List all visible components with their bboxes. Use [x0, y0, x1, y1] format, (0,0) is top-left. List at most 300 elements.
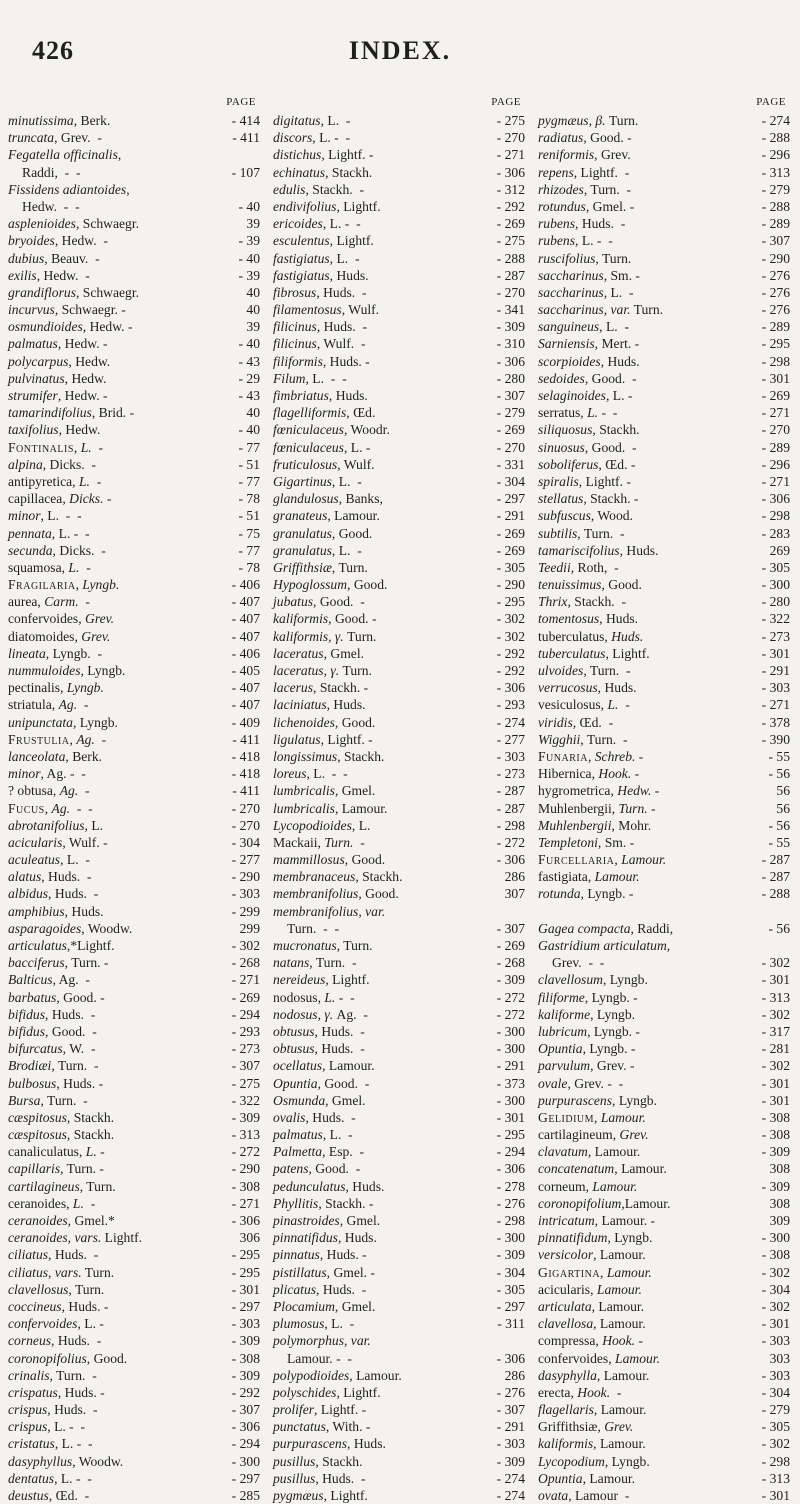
index-entry-page: - 274	[496, 1470, 525, 1486]
index-entry-name: polycarpus, Hedw.	[8, 353, 111, 369]
index-entry	[8, 525, 260, 542]
index-entry	[8, 748, 260, 765]
index-entry	[538, 1350, 790, 1367]
index-entry	[273, 1315, 525, 1332]
index-entry-name: Lycopodium, Lyngb.	[538, 1453, 650, 1469]
index-entry-name: sanguineus, L. -	[538, 319, 629, 335]
index-entry	[538, 1229, 790, 1246]
index-entry	[8, 1178, 260, 1195]
index-entry-page: - 75	[238, 525, 260, 541]
index-entry-name: hygrometrica, Hedw. -	[538, 783, 660, 799]
index-entry-page: - 276	[496, 1195, 525, 1211]
index-entry-page: - 294	[231, 1006, 260, 1022]
index-entry	[273, 1092, 525, 1109]
index-entry-page: - 406	[231, 577, 260, 593]
index-entry-name: lacerus, Stackh. -	[273, 680, 369, 696]
index-entry-page: - 313	[761, 164, 790, 180]
index-entry-page: - 279	[761, 181, 790, 197]
index-entry-name: membranifolius, var.	[273, 903, 386, 919]
index-entry	[8, 181, 260, 198]
index-entry-name: cæspitosus, Stackh.	[8, 1109, 115, 1125]
index-entry-name: acicularis, Wulf. -	[8, 834, 108, 850]
index-entry-name: purpurascens, Lyngb.	[538, 1092, 657, 1108]
index-entry-page: - 306	[231, 1213, 260, 1228]
index-entry	[538, 542, 790, 559]
index-entry-name: filicinus, Huds. -	[273, 319, 368, 335]
index-entry-page: - 301	[231, 1281, 260, 1297]
index-entry-page: - 306	[496, 353, 525, 369]
index-entry	[538, 645, 790, 662]
index-entry-page: 56	[776, 800, 790, 816]
index-entry-name: fibrosus, Huds. -	[273, 284, 367, 300]
index-entry-name: lanceolata, Berk.	[8, 748, 103, 764]
index-entry	[8, 800, 260, 817]
index-entry-name: laceratus, Gmel.	[273, 645, 364, 661]
index-entry-name: Bursa, Turn. -	[8, 1092, 88, 1108]
index-entry-name: polypodioides, Lamour.	[273, 1367, 402, 1383]
index-entry-name: rhizodes, Turn. -	[538, 181, 632, 197]
index-entry-name: scorpioides, Huds.	[538, 353, 640, 369]
index-entry-page: - 40	[238, 250, 260, 266]
index-entry-name: membranifolius, Good.	[273, 886, 399, 902]
index-entry-page: - 276	[761, 284, 790, 300]
index-entry	[538, 593, 790, 610]
index-entry	[538, 817, 790, 834]
index-entry-page: - 405	[231, 663, 260, 678]
index-entry-name: polymorphus, var.	[273, 1333, 371, 1349]
index-entry	[538, 851, 790, 868]
index-entry-page: 39	[246, 216, 260, 232]
index-entry-name: confervoides, Lamour.	[538, 1350, 660, 1366]
index-entry-page: - 277	[231, 852, 260, 868]
index-entry-name: crispus, Huds. -	[8, 1402, 98, 1418]
index-entry-name: Gigartina, Lamour.	[538, 1264, 652, 1280]
index-entry	[538, 834, 790, 851]
index-entry	[273, 490, 525, 507]
index-entry-name: bifidus, Huds. -	[8, 1006, 96, 1022]
index-entry-page: - 378	[761, 714, 790, 730]
index-entry-page: - 40	[238, 336, 260, 352]
index-entry-page: - 271	[231, 1195, 260, 1211]
index-entry	[538, 198, 790, 215]
index-entry	[273, 1006, 525, 1023]
index-entry-page: - 302	[496, 611, 525, 627]
index-entry-page: 39	[246, 319, 260, 335]
index-entry	[8, 1281, 260, 1298]
index-entry	[273, 353, 525, 370]
index-entry	[273, 1195, 525, 1212]
index-entry-name: Fontinalis, L. -	[8, 439, 103, 455]
index-entry-name: granulatus, Good.	[273, 525, 373, 541]
index-entry-page: - 301	[761, 1488, 790, 1503]
index-entry	[538, 146, 790, 163]
index-entry-page: - 302	[231, 938, 260, 953]
index-entry	[273, 215, 525, 232]
index-entry-page: - 40	[238, 422, 260, 438]
index-entry	[273, 439, 525, 456]
index-entry-page: - 306	[231, 1419, 260, 1435]
index-entry	[273, 421, 525, 438]
index-entry-name: ciliatus, Huds. -	[8, 1247, 99, 1263]
index-entry-name: confervoides, Grev.	[8, 611, 115, 627]
index-entry	[8, 542, 260, 559]
index-entry-name: lichenoides, Good.	[273, 714, 376, 730]
index-entry	[8, 903, 260, 920]
index-entry	[538, 164, 790, 181]
index-column-3	[538, 96, 790, 1504]
index-entry-page: - 287	[496, 267, 525, 283]
index-entry-page: - 270	[496, 439, 525, 455]
index-entry-name: granulatus, L. -	[273, 542, 362, 558]
index-entry-name: Lycopodioides, L.	[273, 817, 371, 833]
index-entry-name: Fucus, Ag. - -	[8, 800, 93, 816]
index-entry	[273, 198, 525, 215]
index-entry-name: crispatus, Huds. -	[8, 1384, 105, 1400]
index-entry-name: kaliformis, γ. Turn.	[273, 628, 377, 644]
index-entry-name: pusillus, Stackh.	[273, 1453, 363, 1469]
index-entry-page: - 288	[761, 198, 790, 214]
index-entry-page: - 305	[761, 1419, 790, 1435]
index-entry-page: - 287	[761, 852, 790, 868]
index-entry	[538, 473, 790, 490]
index-entry-name: palmatus, Hedw. -	[8, 336, 108, 352]
index-entry-name: pulvinatus, Hedw.	[8, 370, 107, 386]
index-entry-name: unipunctata, Lyngb.	[8, 714, 118, 730]
index-entry-name: tamarindifolius, Brid. -	[8, 405, 135, 421]
index-entry	[538, 370, 790, 387]
index-entry-page: - 272	[231, 1144, 260, 1160]
index-entry-name: laceratus, γ. Turn.	[273, 663, 372, 678]
index-entry	[8, 628, 260, 645]
index-entry-name: kaliformis, Good. -	[273, 611, 377, 627]
index-entry-page: - 296	[761, 456, 790, 472]
index-entry	[273, 885, 525, 902]
index-entry	[538, 353, 790, 370]
index-entry-name: alpina, Dicks. -	[8, 456, 96, 472]
index-entry	[273, 267, 525, 284]
index-entry	[8, 404, 260, 421]
index-entry	[273, 971, 525, 988]
index-entry-page: - 304	[496, 473, 525, 489]
index-entry-page: - 297	[231, 1470, 260, 1486]
index-entry-page: - 272	[496, 989, 525, 1005]
index-entry-page: - 292	[496, 198, 525, 214]
index-entry-name: secunda, Dicks. -	[8, 542, 106, 558]
index-entry	[8, 971, 260, 988]
index-entry	[273, 1212, 525, 1229]
index-entry-name: ovata, Lamour -	[538, 1488, 630, 1503]
index-entry	[538, 628, 790, 645]
index-entry-name: Opuntia, Lyngb. -	[538, 1041, 636, 1057]
index-entry-name: ulvoides, Turn. -	[538, 663, 631, 678]
index-entry	[273, 696, 525, 713]
index-entry	[538, 439, 790, 456]
index-entry-name: Raddi, - -	[22, 164, 81, 180]
index-entry-name: nodosus, L. - -	[273, 989, 355, 1005]
index-entry	[8, 731, 260, 748]
index-entry-name: vesiculosus, L. -	[538, 697, 630, 713]
index-entry-name: truncata, Grev. -	[8, 130, 102, 146]
index-entry-name: Griffithsiæ, Grev.	[538, 1419, 634, 1435]
index-entry-name: nereideus, Lightf.	[273, 972, 370, 988]
index-entry	[273, 181, 525, 198]
index-entry-name: concatenatum, Lamour.	[538, 1161, 667, 1177]
index-entry-name: lubricum, Lyngb. -	[538, 1023, 640, 1039]
index-entry-page: - 313	[761, 989, 790, 1005]
index-entry-page: - 271	[761, 405, 790, 421]
index-entry	[538, 1435, 790, 1452]
index-entry-name: cristatus, L. - -	[8, 1436, 93, 1452]
index-entry-name: clavatum, Lamour.	[538, 1144, 641, 1160]
index-entry	[538, 404, 790, 421]
index-entry-page: - 294	[231, 1436, 260, 1452]
index-entry	[273, 1246, 525, 1263]
index-entry-name: longissimus, Stackh.	[273, 748, 385, 764]
index-entry-page: - 299	[231, 903, 260, 919]
index-entry-page: - 271	[761, 473, 790, 489]
index-entry	[273, 765, 525, 782]
index-entry-page: - 304	[761, 1281, 790, 1297]
index-entry-page: - 290	[761, 250, 790, 266]
index-entry-name: laciniatus, Huds.	[273, 697, 366, 713]
index-entry-page: - 274	[496, 1488, 525, 1503]
index-entry-name: pectinalis, Lyngb.	[8, 680, 104, 696]
index-entry-name: Hibernica, Hook. -	[538, 766, 640, 782]
index-entry	[273, 250, 525, 267]
index-entry-page: - 309	[761, 1144, 790, 1160]
index-entry-page: - 77	[238, 439, 260, 455]
index-entry-page: - 270	[231, 800, 260, 816]
index-entry	[538, 1246, 790, 1263]
index-entry	[538, 731, 790, 748]
index-entry-page: - 307	[496, 920, 525, 936]
index-entry-name: repens, Lightf. -	[538, 164, 630, 180]
index-entry-name: fœniculaceus, Woodr.	[273, 422, 390, 438]
index-entry-page: - 270	[231, 817, 260, 833]
index-entry-page: - 301	[496, 1109, 525, 1125]
index-entry-page: - 306	[496, 1161, 525, 1177]
index-entry-page: - 306	[496, 680, 525, 696]
index-entry	[538, 1453, 790, 1470]
index-entry-page: - 269	[496, 542, 525, 558]
index-entry	[538, 714, 790, 731]
index-entry-name: barbatus, Good. -	[8, 989, 105, 1005]
index-entry-page: - 307	[761, 233, 790, 249]
index-entry	[273, 800, 525, 817]
index-entry-name: fimbriatus, Huds.	[273, 388, 368, 403]
index-entry	[538, 782, 790, 799]
index-entry	[273, 559, 525, 576]
index-entry-name: echinatus, Stackh.	[273, 164, 373, 180]
page-header	[0, 36, 800, 72]
index-entry	[8, 353, 260, 370]
index-entry-name: pygmæus, β. Turn.	[538, 113, 639, 128]
index-entry	[538, 1023, 790, 1040]
index-entry	[8, 696, 260, 713]
index-entry	[538, 662, 790, 679]
index-entry-name: palmatus, L. -	[273, 1127, 353, 1143]
index-entry	[8, 1057, 260, 1074]
index-entry-page: - 270	[496, 130, 525, 146]
index-entry-name: parvulum, Grev. -	[538, 1058, 635, 1074]
index-entry	[273, 1264, 525, 1281]
index-entry	[8, 370, 260, 387]
index-entry-name: mammillosus, Good.	[273, 852, 386, 868]
index-entry	[8, 1264, 260, 1281]
index-entry-page: - 40	[238, 198, 260, 214]
index-entry-page: - 292	[496, 663, 525, 678]
index-column-1	[8, 96, 260, 1504]
index-entry	[538, 885, 790, 902]
index-entry-name: tomentosus, Huds.	[538, 611, 639, 627]
index-entry	[273, 1109, 525, 1126]
index-entry	[538, 1109, 790, 1126]
index-entry	[273, 129, 525, 146]
index-entry-name: obtusus, Huds. -	[273, 1023, 365, 1039]
index-entry-page: 40	[246, 284, 260, 300]
index-entry-name: exilis, Hedw. -	[8, 267, 90, 283]
index-entry-name: verrucosus, Huds.	[538, 680, 637, 696]
index-entry-name: nodosus, γ. Ag. -	[273, 1006, 368, 1022]
index-entry-page: - 275	[496, 233, 525, 249]
index-entry	[273, 1401, 525, 1418]
index-entry-name: edulis, Stackh. -	[273, 181, 365, 197]
index-entry-page: - 303	[231, 886, 260, 902]
index-entry-name: ruscifolius, Turn.	[538, 250, 632, 266]
index-entry	[273, 679, 525, 696]
index-entry	[538, 1126, 790, 1143]
index-entry	[538, 868, 790, 885]
index-entry-page: - 56	[768, 766, 790, 782]
index-entry	[8, 439, 260, 456]
index-entry-page: - 43	[238, 388, 260, 403]
index-entry	[273, 1332, 525, 1349]
index-entry-page: - 290	[231, 869, 260, 885]
index-entry-name: fastigiata, Lamour.	[538, 869, 640, 885]
index-entry-name: plicatus, Huds. -	[273, 1281, 367, 1297]
index-entry-page: - 302	[761, 1006, 790, 1022]
index-entry-name: Frustulia, Ag. -	[8, 731, 107, 747]
index-entry	[8, 1092, 260, 1109]
index-entry-page: - 407	[231, 611, 260, 627]
index-entry	[8, 1367, 260, 1384]
index-entry	[538, 559, 790, 576]
index-entry-page: - 275	[231, 1075, 260, 1091]
index-entry-page: - 268	[496, 955, 525, 971]
index-entry-page: - 273	[761, 628, 790, 644]
index-entry	[8, 215, 260, 232]
index-entry	[538, 1264, 790, 1281]
index-entry-name: glandulosus, Banks,	[273, 491, 383, 507]
index-entry-name: selaginoides, L. -	[538, 388, 633, 403]
index-entry-page: - 390	[761, 731, 790, 747]
index-entry-page: - 56	[768, 817, 790, 833]
index-entry	[8, 146, 260, 163]
index-entry-name: siliquosus, Stackh.	[538, 422, 640, 438]
index-entry	[8, 885, 260, 902]
index-entry	[273, 1418, 525, 1435]
index-entry-page: - 268	[231, 955, 260, 971]
index-entry	[8, 1229, 260, 1246]
index-entry-page: - 269	[496, 938, 525, 953]
index-entry	[538, 301, 790, 318]
index-entry-name: Gelidium, Lamour.	[538, 1109, 646, 1125]
index-entry-page: - 55	[768, 748, 790, 764]
index-entry-page: - 295	[496, 594, 525, 610]
index-entry-name: articulata, Lamour.	[538, 1298, 645, 1314]
index-entry-name: kaliforme, Lyngb.	[538, 1006, 636, 1022]
index-entry-name: Furcellaria, Lamour.	[538, 852, 667, 868]
index-entry-page: - 302	[761, 1436, 790, 1452]
index-entry-name: capillacea, Dicks. -	[8, 491, 112, 507]
index-entry	[8, 1109, 260, 1126]
index-entry-page: - 303	[761, 1367, 790, 1383]
index-entry	[273, 645, 525, 662]
index-entry	[273, 1143, 525, 1160]
index-entry-page: - 56	[768, 920, 790, 936]
index-entry-page: - 306	[761, 491, 790, 507]
index-entry-name: distichus, Lightf. -	[273, 147, 374, 163]
index-entry-page: - 302	[761, 1058, 790, 1074]
index-entry	[8, 817, 260, 834]
index-entry-page: - 301	[761, 972, 790, 988]
index-entry	[8, 782, 260, 799]
index-entry-name: saccharinus, L. -	[538, 284, 634, 300]
index-entry-name: Muhlenbergii, Turn. -	[538, 800, 656, 816]
index-entry-page: - 301	[761, 1092, 790, 1108]
index-entry-page: 309	[769, 1213, 790, 1228]
index-entry-name: ceranoides, vars. Lightf.	[8, 1230, 143, 1246]
index-entry-page: 269	[769, 542, 790, 558]
index-entry-name: intricatum, Lamour. -	[538, 1213, 656, 1228]
index-entry	[273, 387, 525, 404]
index-entry	[8, 576, 260, 593]
index-entry	[273, 954, 525, 971]
index-entry-name: Funaria, Schreb. -	[538, 748, 644, 764]
index-entry	[8, 1040, 260, 1057]
index-entry-name: Teedii, Roth, -	[538, 559, 619, 575]
index-entry	[273, 817, 525, 834]
index-entry	[538, 1212, 790, 1229]
index-entry	[273, 662, 525, 679]
index-entry-name: cæspitosus, Stackh.	[8, 1127, 115, 1143]
index-entry-page: - 298	[496, 817, 525, 833]
index-entry	[8, 1453, 260, 1470]
index-entry	[273, 920, 525, 937]
index-entry	[538, 1298, 790, 1315]
index-entry	[273, 1160, 525, 1177]
index-entry-name: spiralis, Lightf. -	[538, 473, 631, 489]
index-entry-page: - 306	[496, 852, 525, 868]
index-entry-page: - 272	[496, 834, 525, 850]
index-entry-name: coccineus, Huds. -	[8, 1298, 109, 1314]
index-entry-name: capillaris, Turn. -	[8, 1161, 104, 1177]
index-entry-page: - 300	[496, 1092, 525, 1108]
index-entry-page: - 295	[231, 1264, 260, 1280]
index-entry	[273, 164, 525, 181]
index-entry	[538, 1384, 790, 1401]
index-entry-name: antipyretica, L. -	[8, 473, 102, 489]
index-entry-page: - 300	[496, 1041, 525, 1057]
index-entry	[8, 335, 260, 352]
index-entry	[8, 1332, 260, 1349]
index-entry-name: Opuntia, Lamour.	[538, 1470, 636, 1486]
index-entry-page: - 301	[761, 1316, 790, 1332]
index-entry	[8, 1246, 260, 1263]
index-entry	[538, 456, 790, 473]
index-entry-page: - 312	[496, 181, 525, 197]
index-entry-page: - 297	[496, 491, 525, 507]
